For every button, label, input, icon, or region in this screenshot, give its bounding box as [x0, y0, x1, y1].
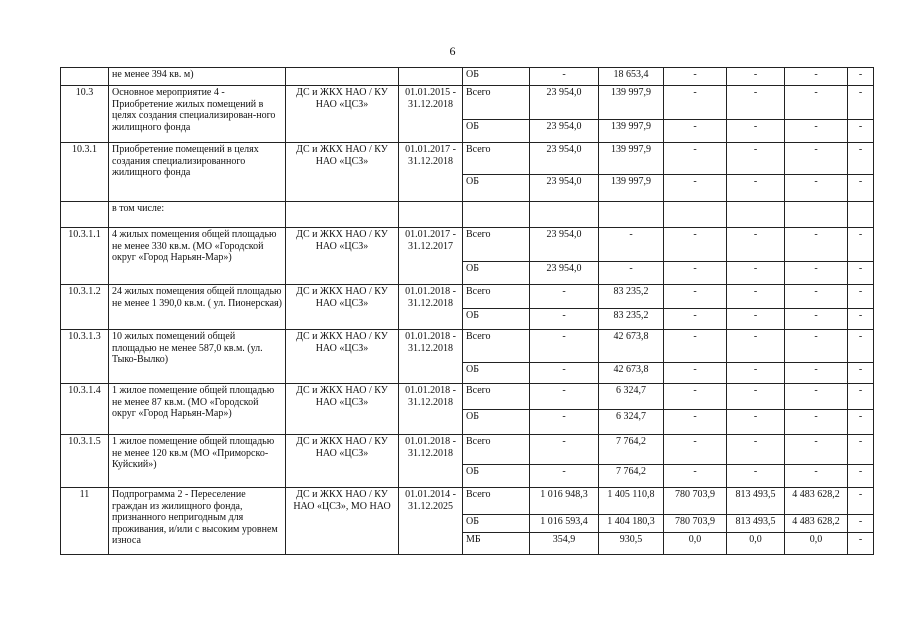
row-executor: ДС и ЖКХ НАО / КУ НАО «ЦСЗ» — [286, 285, 399, 330]
row-number: 10.3.1 — [61, 143, 109, 202]
amount-cell: - — [727, 175, 785, 202]
amount-cell: - — [664, 120, 727, 143]
amount-cell: - — [599, 262, 664, 285]
amount-cell: - — [727, 309, 785, 330]
funding-source: Всего — [463, 86, 530, 120]
funding-source — [463, 202, 530, 228]
amount-cell: 1 405 110,8 — [599, 488, 664, 515]
amount-cell: - — [785, 86, 848, 120]
amount-cell: - — [785, 330, 848, 363]
row-period: 01.01.2015 - 31.12.2018 — [399, 86, 463, 143]
table-row — [61, 285, 874, 309]
row-executor: ДС и ЖКХ НАО / КУ НАО «ЦСЗ» — [286, 384, 399, 435]
amount-cell: 813 493,5 — [727, 515, 785, 533]
row-number — [61, 202, 109, 228]
amount-cell: - — [664, 143, 727, 175]
row-number: 11 — [61, 488, 109, 555]
amount-cell: - — [727, 465, 785, 488]
amount-cell: - — [848, 515, 874, 533]
row-executor: ДС и ЖКХ НАО / КУ НАО «ЦСЗ» — [286, 228, 399, 285]
amount-cell: - — [785, 309, 848, 330]
row-executor: ДС и ЖКХ НАО / КУ НАО «ЦСЗ» — [286, 330, 399, 384]
amount-cell: - — [785, 363, 848, 384]
amount-cell: - — [848, 120, 874, 143]
funding-source: ОБ — [463, 175, 530, 202]
amount-cell: 18 653,4 — [599, 68, 664, 86]
amount-cell: 4 483 628,2 — [785, 515, 848, 533]
amount-cell: 139 997,9 — [599, 120, 664, 143]
row-name: Основное мероприятие 4 - Приобретение жилых помещений в целях создания специализирован-ного жилищного фонда — [109, 86, 286, 143]
amount-cell: - — [664, 384, 727, 410]
funding-source: ОБ — [463, 309, 530, 330]
table-row — [61, 330, 874, 363]
amount-cell: - — [727, 120, 785, 143]
row-period: 01.01.2017 - 31.12.2018 — [399, 143, 463, 202]
row-number — [61, 68, 109, 86]
amount-cell: 23 954,0 — [530, 120, 599, 143]
row-number: 10.3.1.5 — [61, 435, 109, 488]
amount-cell: - — [727, 68, 785, 86]
row-name: 10 жилых помещений общей площадью не менее 587,0 кв.м. (ул. Тыко-Вылко) — [109, 330, 286, 384]
amount-cell: - — [848, 465, 874, 488]
row-period: 01.01.2018 - 31.12.2018 — [399, 330, 463, 384]
amount-cell: - — [530, 384, 599, 410]
amount-cell — [848, 202, 874, 228]
amount-cell: - — [664, 228, 727, 262]
amount-cell: - — [848, 330, 874, 363]
amount-cell: - — [848, 86, 874, 120]
row-period: 01.01.2018 - 31.12.2018 — [399, 435, 463, 488]
amount-cell: - — [848, 68, 874, 86]
amount-cell: - — [848, 384, 874, 410]
amount-cell — [785, 202, 848, 228]
amount-cell: - — [530, 363, 599, 384]
table-row — [61, 488, 874, 515]
table-row — [61, 202, 874, 228]
amount-cell: 0,0 — [785, 533, 848, 555]
amount-cell: - — [785, 285, 848, 309]
funding-source: Всего — [463, 143, 530, 175]
amount-cell: - — [530, 285, 599, 309]
amount-cell: - — [530, 68, 599, 86]
amount-cell: - — [530, 330, 599, 363]
amount-cell: - — [848, 410, 874, 435]
row-executor: ДС и ЖКХ НАО / КУ НАО «ЦСЗ» — [286, 86, 399, 143]
amount-cell: - — [848, 435, 874, 465]
amount-cell: 23 954,0 — [530, 86, 599, 120]
funding-source: ОБ — [463, 465, 530, 488]
funding-source: Всего — [463, 228, 530, 262]
amount-cell: 139 997,9 — [599, 143, 664, 175]
row-executor — [286, 68, 399, 86]
amount-cell: - — [785, 384, 848, 410]
amount-cell — [664, 202, 727, 228]
amount-cell — [727, 202, 785, 228]
amount-cell: 6 324,7 — [599, 410, 664, 435]
amount-cell: 42 673,8 — [599, 363, 664, 384]
row-period: 01.01.2018 - 31.12.2018 — [399, 384, 463, 435]
amount-cell: 813 493,5 — [727, 488, 785, 515]
amount-cell: 1 404 180,3 — [599, 515, 664, 533]
row-name: в том числе: — [109, 202, 286, 228]
row-period: 01.01.2017 - 31.12.2017 — [399, 228, 463, 285]
row-executor — [286, 202, 399, 228]
amount-cell: 139 997,9 — [599, 175, 664, 202]
amount-cell: 83 235,2 — [599, 285, 664, 309]
funding-source: Всего — [463, 285, 530, 309]
funding-source: Всего — [463, 330, 530, 363]
amount-cell: 0,0 — [727, 533, 785, 555]
table-row — [61, 86, 874, 120]
amount-cell: - — [848, 363, 874, 384]
amount-cell: - — [727, 143, 785, 175]
amount-cell: - — [727, 86, 785, 120]
row-name: 4 жилых помещения общей площадью не менее 330 кв.м. (МО «Городской округ «Город Нарьян-Мар») — [109, 228, 286, 285]
amount-cell: 4 483 628,2 — [785, 488, 848, 515]
row-number: 10.3.1.3 — [61, 330, 109, 384]
amount-cell: - — [848, 488, 874, 515]
amount-cell: - — [664, 175, 727, 202]
funding-source: Всего — [463, 435, 530, 465]
row-executor: ДС и ЖКХ НАО / КУ НАО «ЦСЗ» — [286, 435, 399, 488]
amount-cell: 83 235,2 — [599, 309, 664, 330]
amount-cell: - — [848, 285, 874, 309]
table-row — [61, 384, 874, 410]
funding-source: ОБ — [463, 410, 530, 435]
amount-cell: - — [727, 435, 785, 465]
row-number: 10.3.1.4 — [61, 384, 109, 435]
amount-cell: 780 703,9 — [664, 488, 727, 515]
funding-source: ОБ — [463, 120, 530, 143]
amount-cell: - — [664, 309, 727, 330]
funding-source: ОБ — [463, 68, 530, 86]
row-name: 1 жилое помещение общей площадью не менее 120 кв.м (МО «Приморско-Куйский») — [109, 435, 286, 488]
amount-cell: - — [785, 435, 848, 465]
table-row — [61, 228, 874, 262]
amount-cell: - — [530, 309, 599, 330]
program-table — [60, 67, 874, 555]
amount-cell: - — [727, 285, 785, 309]
amount-cell: - — [785, 143, 848, 175]
row-number: 10.3.1.1 — [61, 228, 109, 285]
row-period: 01.01.2014 - 31.12.2025 — [399, 488, 463, 555]
table-row — [61, 143, 874, 175]
amount-cell: 23 954,0 — [530, 228, 599, 262]
amount-cell: - — [848, 309, 874, 330]
amount-cell: - — [785, 465, 848, 488]
table-row — [61, 68, 874, 86]
amount-cell: - — [664, 363, 727, 384]
amount-cell: 780 703,9 — [664, 515, 727, 533]
page-number: 6 — [449, 44, 456, 58]
row-name: Подпрограмма 2 - Переселение граждан из жилищного фонда, признанного непригодным для проживания, и/или с высоким уровнем износа — [109, 488, 286, 555]
amount-cell: 7 764,2 — [599, 435, 664, 465]
amount-cell: - — [727, 330, 785, 363]
amount-cell: 1 016 593,4 — [530, 515, 599, 533]
funding-source: Всего — [463, 384, 530, 410]
amount-cell: - — [530, 435, 599, 465]
amount-cell: - — [848, 262, 874, 285]
funding-source: ОБ — [463, 515, 530, 533]
row-name: 24 жилых помещения общей площадью не менее 1 390,0 кв.м. ( ул. Пионерская) — [109, 285, 286, 330]
amount-cell: - — [785, 228, 848, 262]
row-period — [399, 202, 463, 228]
funding-source: Всего — [463, 488, 530, 515]
row-name: не менее 394 кв. м) — [109, 68, 286, 86]
amount-cell: - — [530, 465, 599, 488]
amount-cell — [599, 202, 664, 228]
row-executor: ДС и ЖКХ НАО / КУ НАО «ЦСЗ», МО НАО — [286, 488, 399, 555]
amount-cell: - — [664, 262, 727, 285]
amount-cell: - — [785, 120, 848, 143]
amount-cell: 7 764,2 — [599, 465, 664, 488]
amount-cell: 139 997,9 — [599, 86, 664, 120]
amount-cell: - — [785, 68, 848, 86]
amount-cell: - — [848, 533, 874, 555]
row-period — [399, 68, 463, 86]
amount-cell: 42 673,8 — [599, 330, 664, 363]
amount-cell: 23 954,0 — [530, 175, 599, 202]
amount-cell: - — [785, 262, 848, 285]
amount-cell: - — [664, 68, 727, 86]
amount-cell: - — [727, 228, 785, 262]
amount-cell: - — [664, 435, 727, 465]
amount-cell: - — [727, 384, 785, 410]
amount-cell: - — [530, 410, 599, 435]
amount-cell: - — [848, 228, 874, 262]
row-name: 1 жилое помещение общей площадью не менее 87 кв.м. (МО «Городской округ «Город Нарьян-Мар») — [109, 384, 286, 435]
amount-cell: - — [664, 285, 727, 309]
funding-source: МБ — [463, 533, 530, 555]
amount-cell: 1 016 948,3 — [530, 488, 599, 515]
amount-cell: - — [664, 465, 727, 488]
row-name: Приобретение помещений в целях создания специализированного жилищного фонда — [109, 143, 286, 202]
amount-cell: - — [664, 86, 727, 120]
table-row — [61, 435, 874, 465]
amount-cell: 6 324,7 — [599, 384, 664, 410]
amount-cell: - — [848, 143, 874, 175]
funding-source: ОБ — [463, 262, 530, 285]
amount-cell: 23 954,0 — [530, 143, 599, 175]
amount-cell: - — [785, 410, 848, 435]
row-number: 10.3 — [61, 86, 109, 143]
amount-cell: 0,0 — [664, 533, 727, 555]
amount-cell: - — [727, 410, 785, 435]
amount-cell: - — [848, 175, 874, 202]
amount-cell: - — [664, 330, 727, 363]
amount-cell: 930,5 — [599, 533, 664, 555]
row-number: 10.3.1.2 — [61, 285, 109, 330]
row-period: 01.01.2018 - 31.12.2018 — [399, 285, 463, 330]
amount-cell — [530, 202, 599, 228]
row-executor: ДС и ЖКХ НАО / КУ НАО «ЦСЗ» — [286, 143, 399, 202]
amount-cell: - — [727, 363, 785, 384]
amount-cell: 23 954,0 — [530, 262, 599, 285]
funding-source: ОБ — [463, 363, 530, 384]
amount-cell: - — [599, 228, 664, 262]
amount-cell: 354,9 — [530, 533, 599, 555]
amount-cell: - — [785, 175, 848, 202]
amount-cell: - — [664, 410, 727, 435]
amount-cell: - — [727, 262, 785, 285]
